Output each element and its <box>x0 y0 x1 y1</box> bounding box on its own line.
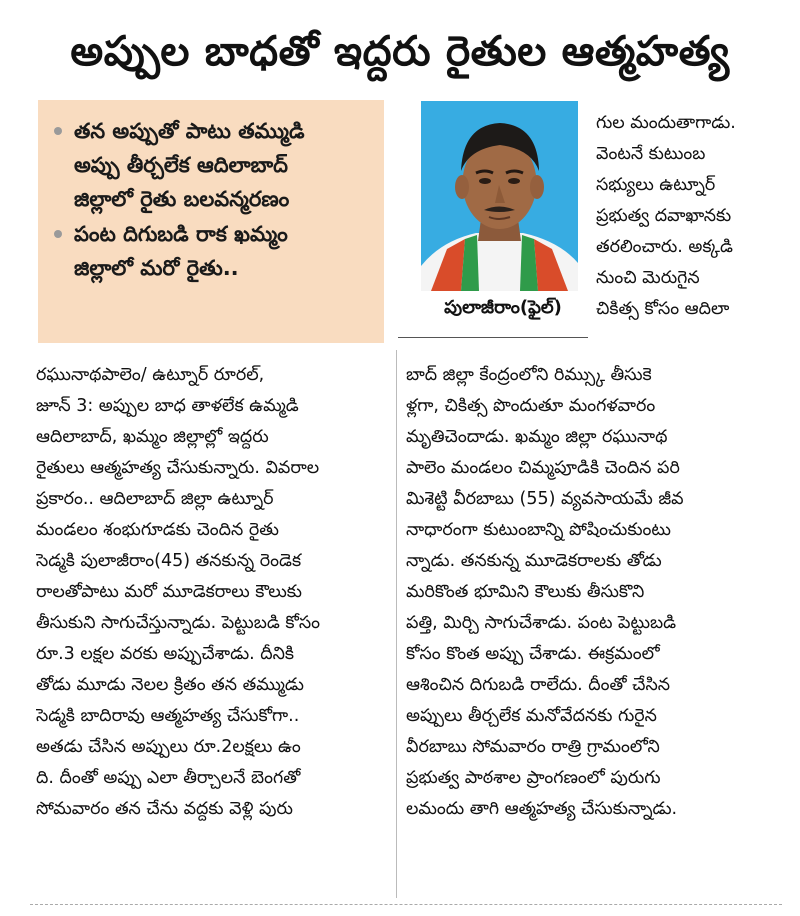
highlight-item <box>74 217 374 285</box>
text-line: న్నాడు. తనకున్న మూడెకరాలకు తోడు <box>406 551 662 571</box>
highlight-line: తన అప్పుతో పాటు తమ్ముడి <box>74 119 305 143</box>
text-line: తీసుకుని సాగుచేస్తున్నాడు. పెట్టుబడి కోసం <box>36 613 321 633</box>
article-column-right <box>406 360 778 825</box>
text-line: రూ.3 లక్షల వరకు అప్పుచేశాడు. దీనికి <box>36 644 295 664</box>
highlight-line: అప్పు తీర్చలేక ఆదిలాబాద్ <box>74 153 288 177</box>
text-line: ప్రభుత్వ పాఠశాల ప్రాంగణంలో పురుగు <box>406 768 661 788</box>
text-line: ళ్లగా, చికిత్స పొందుతూ మంగళవారం <box>406 396 656 416</box>
text-line: అప్పులు తీర్చలేక మనోవేదనకు గురైన <box>406 706 657 726</box>
text-line: సోమవారం తన చేను వద్దకు వెళ్లి పురు <box>36 799 293 819</box>
text-line: సెడ్మకి బాదిరావు ఆత్మహత్య చేసుకోగా.. <box>36 706 300 726</box>
highlights-list <box>38 100 384 285</box>
highlight-line: పంట దిగుబడి రాక ఖమ్మం <box>74 222 288 246</box>
text-line: గుల మందుతాగాడు. <box>596 113 736 133</box>
text-line: ది. దీంతో అప్పు ఎలా తీర్చాలనే బెంగతో <box>36 768 301 788</box>
text-line: జూన్ 3: అప్పుల బాధ తాళలేక ఉమ్మడి <box>36 396 299 416</box>
text-line: కోసం కొంత అప్పు చేశాడు. ఈక్రమంలో <box>406 644 660 664</box>
text-line: ప్రభుత్వ దవాఖానకు <box>596 206 732 226</box>
text-line: రాలతోపాటు మరో మూడెకరాలు కౌలుకు <box>36 582 302 602</box>
text-line: వీరబాబు సోమవారం రాత్రి గ్రామంలోని <box>406 737 660 757</box>
text-line: వెంటనే కుటుంబ <box>596 144 706 164</box>
text-line: ఆశించిన దిగుబడి రాలేదు. దీంతో చేసిన <box>406 675 671 695</box>
text-line: రఘునాథపాలెం/ ఉట్నూర్ రూరల్, <box>36 365 265 385</box>
text-line: మండలం శంభుగూడకు చెందిన రైతు <box>36 520 279 540</box>
portrait-image <box>421 101 578 291</box>
text-line: మిశెట్టి వీరబాబు (55) వ్యవసాయమే జీవ <box>406 489 684 509</box>
text-line: చికిత్స కోసం ఆదిలా <box>596 299 730 319</box>
highlights-box <box>38 100 384 343</box>
text-line: పత్తి, మిర్చి సాగుచేశాడు. పంట పెట్టుబడి <box>406 613 677 633</box>
text-line: పాలెం మండలం చిమ్మపూడికి చెందిన పరి <box>406 458 680 478</box>
text-line: సెడ్మకి పులాజీరాం(45) తనకున్న రెండెక <box>36 551 302 571</box>
text-line: నాధారంగా కుటుంబాన్ని పోషించుకుంటు <box>406 520 671 540</box>
text-line: తరలించారు. అక్కడి <box>596 237 733 257</box>
article-column-top-right <box>596 108 780 325</box>
caption-divider <box>398 337 588 338</box>
text-line: ఆదిలాబాద్, ఖమ్మం జిల్లాల్లో ఇద్దరు <box>36 427 269 447</box>
text-line: తోడు మూడు నెలల క్రితం తన తమ్ముడు <box>36 675 304 695</box>
text-line: మృతిచెందాడు. ఖమ్మం జిల్లా రఘునాథ <box>406 427 668 447</box>
text-line: సభ్యులు ఉట్నూర్ <box>596 175 716 195</box>
text-line: రైతులు ఆత్మహత్య చేసుకున్నారు. వివరాల <box>36 458 320 478</box>
text-line: నుంచి మెరుగైన <box>596 268 700 288</box>
article-column-left <box>36 360 386 825</box>
column-divider <box>396 350 397 898</box>
text-line: అతడు చేసిన అప్పులు రూ.2లక్షలు ఉం <box>36 737 301 757</box>
text-line: బాద్ జిల్లా కేంద్రంలోని రిమ్స్కు తీసుకె <box>406 365 652 385</box>
text-line: లమందు తాగి ఆత్మహత్య చేసుకున్నాడు. <box>406 799 678 819</box>
farmer-photo <box>421 101 578 291</box>
highlight-line: జిల్లాలో మరో రైతు.. <box>74 256 239 280</box>
bottom-border <box>30 904 782 905</box>
highlight-line: జిల్లాలో రైతు బలవన్మరణం <box>74 187 290 211</box>
text-line: ప్రకారం.. ఆదిలాబాద్ జిల్లా ఉట్నూర్ <box>36 489 274 509</box>
text-line: మరికొంత భూమిని కౌలుకు తీసుకొని <box>406 582 645 602</box>
headline: అప్పుల బాధతో ఇద్దరు రైతుల ఆత్మహత్య <box>70 27 730 75</box>
photo-caption: పులాజీరాం(ఫైల్) <box>444 297 562 318</box>
highlight-item <box>74 114 374 216</box>
